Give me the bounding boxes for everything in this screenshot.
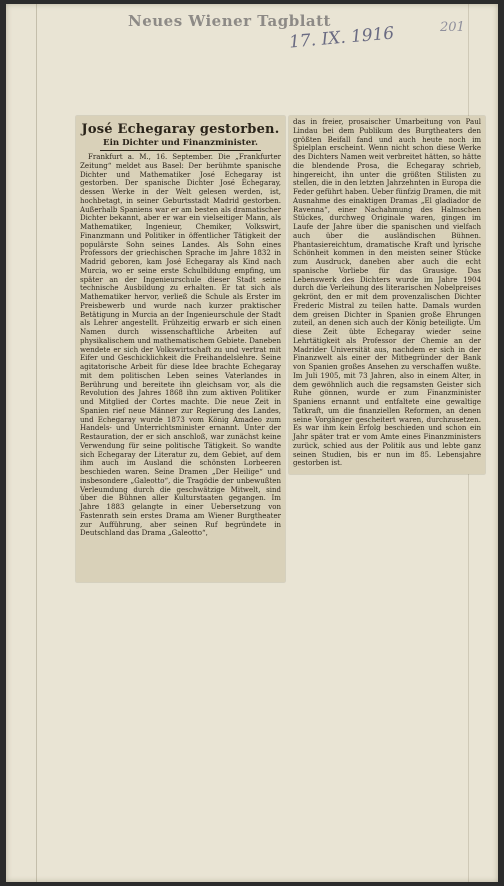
fold-line (36, 4, 37, 882)
archive-sheet (6, 4, 498, 882)
newspaper-stamp: Neues Wiener Tagblatt (128, 12, 331, 30)
article-body-right: das in freier, prosaischer Umarbeitung von Paul Lindau bei dem Publikum des Burgtheaters den größten Beifall fand und auch heute noch im Spielplan erscheint. Wenn nicht schon diese Werke des Dichters Namen weit verbreitet hätten, so hätte die blendende Prosa, die Echegaray schrieb, hingereicht, ihn unter die größten Stilisten zu stellen, die in den letzten Jahrzehnten in Europa die Feder geführt haben. Ueber fünfzig Dramen, die mit Ausnahme des einaktigen Dramas „El gladiador de Ravenna“, einer Nachahmung des Halmschen Stückes, durchweg Originale waren, gingen im Laufe der Jahre über die spanischen und vielfach auch über die ausländischen Bühnen. Phantasiereichtum, dramatische Kraft und lyrische Schönheit kommen in den meisten seiner Stücke zum Ausdruck, daneben aber auch die echt spanische Vorliebe für das Grausige. Das Lebenswerk des Dichters wurde im Jahre 1904 durch die Verleihung des literarischen Nobelpreises gekrönt, den er mit dem provenzalischen Dichter Frederic Mistral zu teilen hatte. Damals wurden dem greisen Dichter in Spanien große Ehrungen zuteil, an denen sich auch der König beteiligte. Um diese Zeit übte Echegaray wieder seine Lehrtätigkeit als Professor der Chemie an der Madrider Universität aus, nachdem er sich in der Finanzwelt als einer der Mitbegründer der Bank von Spanien großes Ansehen zu verschaffen wußte. Im Juli 1905, mit 73 Jahren, also in einem Alter, in dem gewöhnlich auch die regsamsten Geister sich Ruhe gönnen, wurde er zum Finanzminister Spaniens ernannt und entfaltete eine gewaltige Tatkraft, um die finanziellen Reformen, an denen seine Vorgänger gescheitert waren, durchzusetzen. Es war ihm kein Erfolg beschieden und schon ein Jahr später trat er vom Amte eines Finanzministers zurück, schied aus der Politik aus und lebte ganz seinen Studien, bis er nun im 85. Lebensjahre gestorben ist. (293, 117, 481, 468)
article-body-left: Frankfurt a. M., 16. September. Die „Frankfurter Zeitung“ meldet aus Basel: Der berühmte spanische Dichter und Mathematiker José Echegaray ist gestorben. Der spanische Dichter José Echegaray, dessen Werke in der Welt gelesen werden, ist, hochbetagt, in seiner Geburtsstadt Madrid gestorben. Außerhalb Spaniens war er am besten als dramatischer Dichter bekannt, aber er war ein vielseitiger Mann, als Mathematiker, Ingenieur, Chemiker, Volkswirt, Finanzmann und Politiker in öffentlicher Tätigkeit der populärste Sohn seines Landes. Als Sohn eines Professors der griechischen Sprache im Jahre 1832 in Madrid geboren, kam José Echegaray als Kind nach Murcia, wo er seine erste Schulbildung empfing, um später an der Ingenieurschule dieser Stadt seine technische Ausbildung zu erhalten. Er tat sich als Mathematiker hervor, verließ die Schule als Erster im Preisbewerb und wurde nach kurzer praktischer Betätigung in Murcia an der Ingenieurschule der Stadt als Lehrer angestellt. Frühzeitig erwarb er sich einen Namen durch wissenschaftliche Arbeiten auf physikalischem und mathematischem Gebiete. Daneben wendete er sich der Volkswirtschaft zu und vertrat mit Eifer und Geschicklichkeit die Freihandelslehre. Seine agitatorische Arbeit für diese Idee brachte Echegaray mit dem politischen Leben seines Vaterlandes in Berührung und bereitete ihn gleichsam vor, als die Revolution des Jahres 1868 ihn zum aktiven Politiker und Mitglied der Cortes machte. Die neue Zeit in Spanien rief neue Männer zur Regierung des Landes, und Echegaray wurde 1873 vom König Amadeo zum Handels- und Unterrichtsminister ernannt. Unter der Restauration, der er sich anschloß, war zunächst keine Verwendung für seine politische Tätigkeit. So wandte sich Echegaray der Literatur zu, dem Gebiet, auf dem ihm auch im Ausland die schönsten Lorbeeren beschieden waren. Seine Dramen „Der Heilige“ und insbesondere „Galeotto“, die Tragödie der unbewußten Verleumdung durch die geschwätzige Mitwelt, sind über die Bühnen aller Kulturstaaten gegangen. Im Jahre 1883 gelangte in einer Uebersetzung von Fastenrath sein erstes Drama am Wiener Burgtheater zur Aufführung, aber seinen Ruf begründete in Deutschland das Drama „Galeotto“, (80, 152, 281, 538)
article-subheadline: Ein Dichter und Finanzminister. (103, 138, 258, 148)
article-headline: José Echegaray gestorben. (81, 122, 280, 137)
handwritten-page-number: 201 (440, 20, 465, 35)
handwritten-date: 17. IX. 1916 (288, 23, 396, 53)
headline-rule (100, 150, 261, 151)
clipping-left-column (76, 116, 285, 582)
clipping-right-column (289, 116, 485, 474)
